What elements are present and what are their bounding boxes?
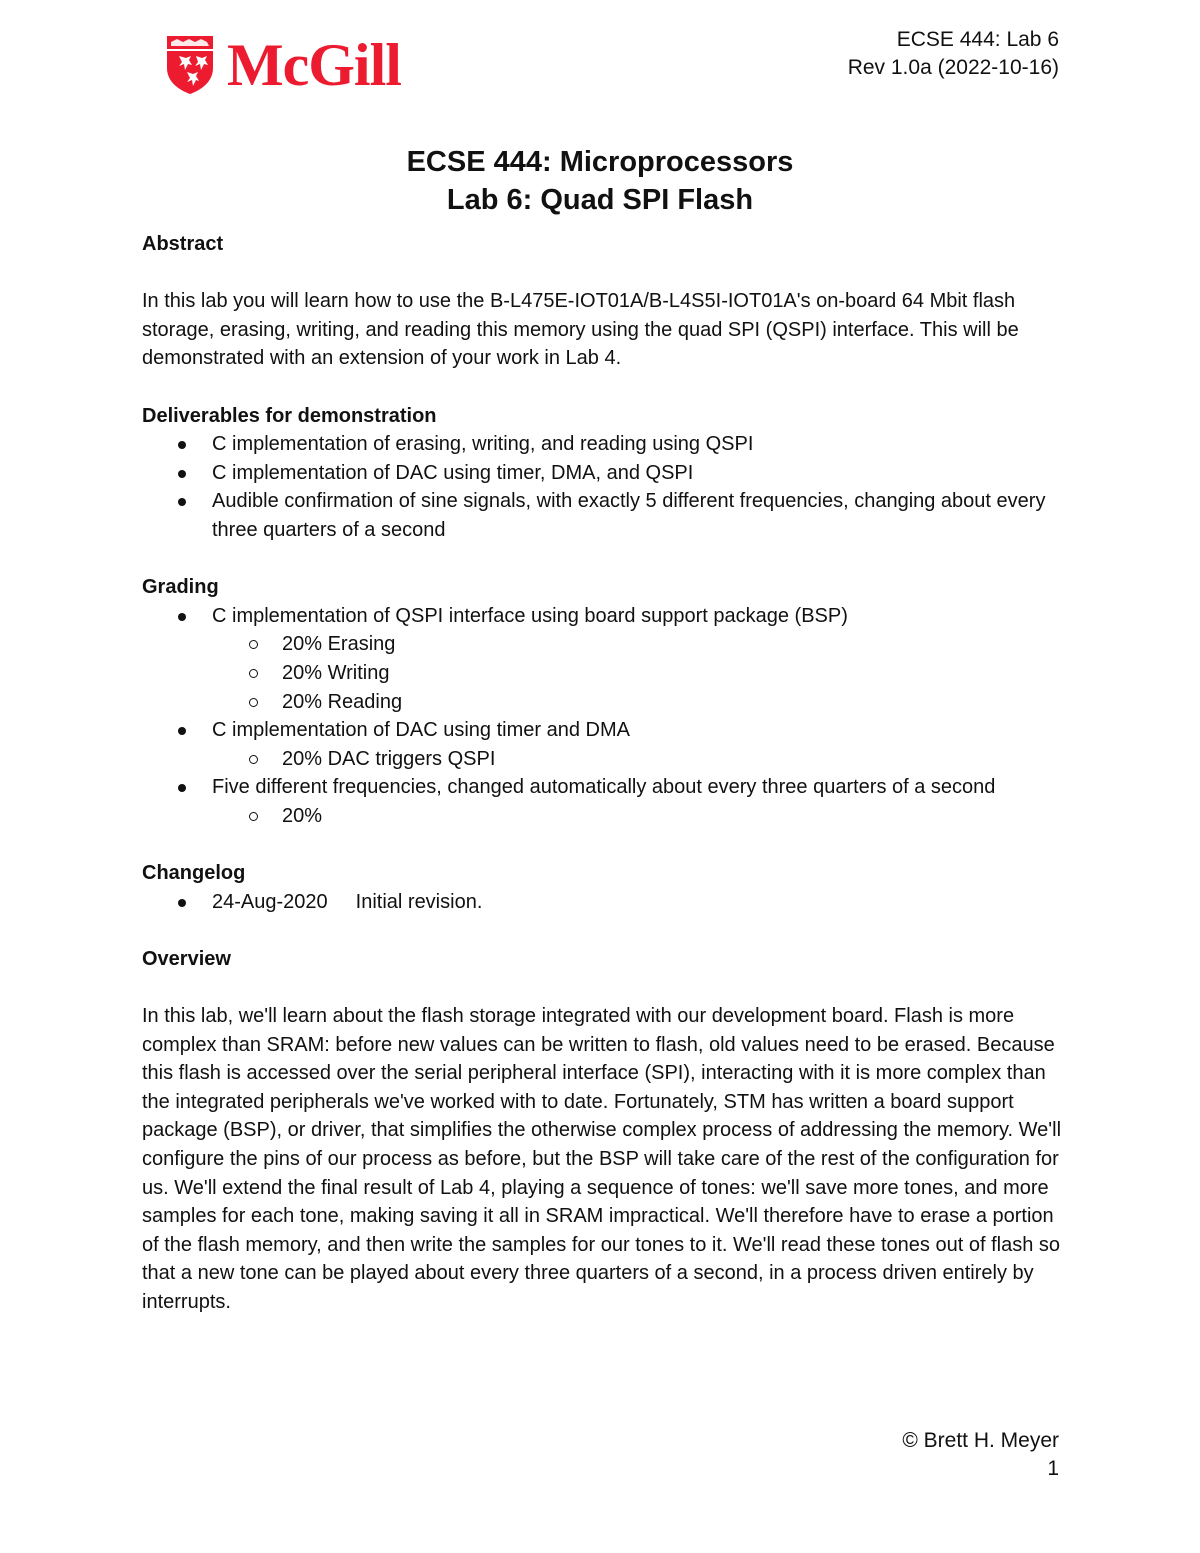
deliverables-list (142, 430, 1072, 544)
copyright-label: © Brett H. Meyer (902, 1429, 1059, 1452)
grading-sublist (142, 745, 1072, 774)
grading-item-label: C implementation of DAC using timer and DMA (212, 719, 630, 742)
sub-list-item: 20% Writing (212, 659, 1072, 688)
overview-heading: Overview (142, 947, 231, 970)
deliverables-heading: Deliverables for demonstration (142, 404, 437, 427)
changelog-heading: Changelog (142, 862, 246, 885)
title-line-2: Lab 6: Quad SPI Flash (446, 184, 754, 216)
grading-item-label: Five different frequencies, changed automatically about every three quarters of a second (212, 776, 996, 799)
document-body (142, 230, 1072, 1317)
list-item: C implementation of erasing, writing, and reading using QSPI (142, 430, 1072, 459)
grading-list (142, 602, 1072, 631)
list-item (142, 716, 1072, 745)
logo-wordmark: McGill (227, 32, 401, 98)
header-info (848, 26, 1059, 82)
grading-sublist (142, 630, 1072, 716)
overview-text: In this lab, we'll learn about the flash storage integrated with our development board. Flash is more complex than SRAM: before new values can be written to flash, old values need to be erased. Because this flash is accessed over the serial peripheral interface (SPI), interacting with it is more complex than the integrated peripherals we've worked with to date. Fortunately, STM has written a board support package (BSP), or driver, that simplifies the otherwise complex process of addressing the memory. We'll configure the pins of our process as before, but the BSP will take care of the rest of the configuration for us. We'll extend the final result of Lab 4, playing a sequence of tones: we'll save more tones, and more samples for each tone, making saving it all in SRAM impractical. We'll therefore have to erase a portion of the flash memory, and then write the samples for our tones to it. We'll read these tones out of flash so that a new tone can be played about every three quarters of a second, in a process driven entirely by interrupts. (142, 1005, 1062, 1313)
grading-list (142, 716, 1072, 745)
abstract-text: In this lab you will learn how to use the B-L475E-IOT01A/B-L4S5I-IOT01A's on-board 64 Mbit flash storage, erasing, writing, and reading this memory using the quad SPI (QSPI) interface. This will be demonstrated with an extension of your work in Lab 4. (142, 290, 1019, 370)
document-title (0, 143, 1200, 219)
list-item (142, 888, 1072, 917)
page-footer (902, 1427, 1059, 1483)
page-number: 1 (1047, 1457, 1059, 1480)
list-item (142, 602, 1072, 631)
title-line-1: ECSE 444: Microprocessors (406, 146, 794, 178)
changelog-list (142, 888, 1072, 917)
sub-list-item: 20% Erasing (212, 630, 1072, 659)
grading-sublist (142, 802, 1072, 831)
list-item: C implementation of DAC using timer, DMA, and QSPI (142, 459, 1072, 488)
grading-list (142, 773, 1072, 802)
sub-list-item: 20% DAC triggers QSPI (212, 745, 1072, 774)
mcgill-shield-icon (165, 34, 215, 96)
sub-list-item: 20% Reading (212, 688, 1072, 717)
mcgill-logo (165, 34, 401, 96)
changelog-date: 24-Aug-2020 (212, 890, 328, 913)
grading-heading: Grading (142, 576, 219, 599)
changelog-text: Initial revision. (355, 890, 483, 913)
revision-label: Rev 1.0a (2022-10-16) (847, 56, 1059, 79)
list-item (142, 773, 1072, 802)
abstract-heading: Abstract (142, 233, 224, 255)
sub-list-item: 20% (212, 802, 1072, 831)
list-item: Audible confirmation of sine signals, with exactly 5 different frequencies, changing about every three quarters of a second (142, 487, 1072, 544)
grading-item-label: C implementation of QSPI interface using board support package (BSP) (212, 604, 848, 627)
course-lab-label: ECSE 444: Lab 6 (896, 28, 1059, 51)
